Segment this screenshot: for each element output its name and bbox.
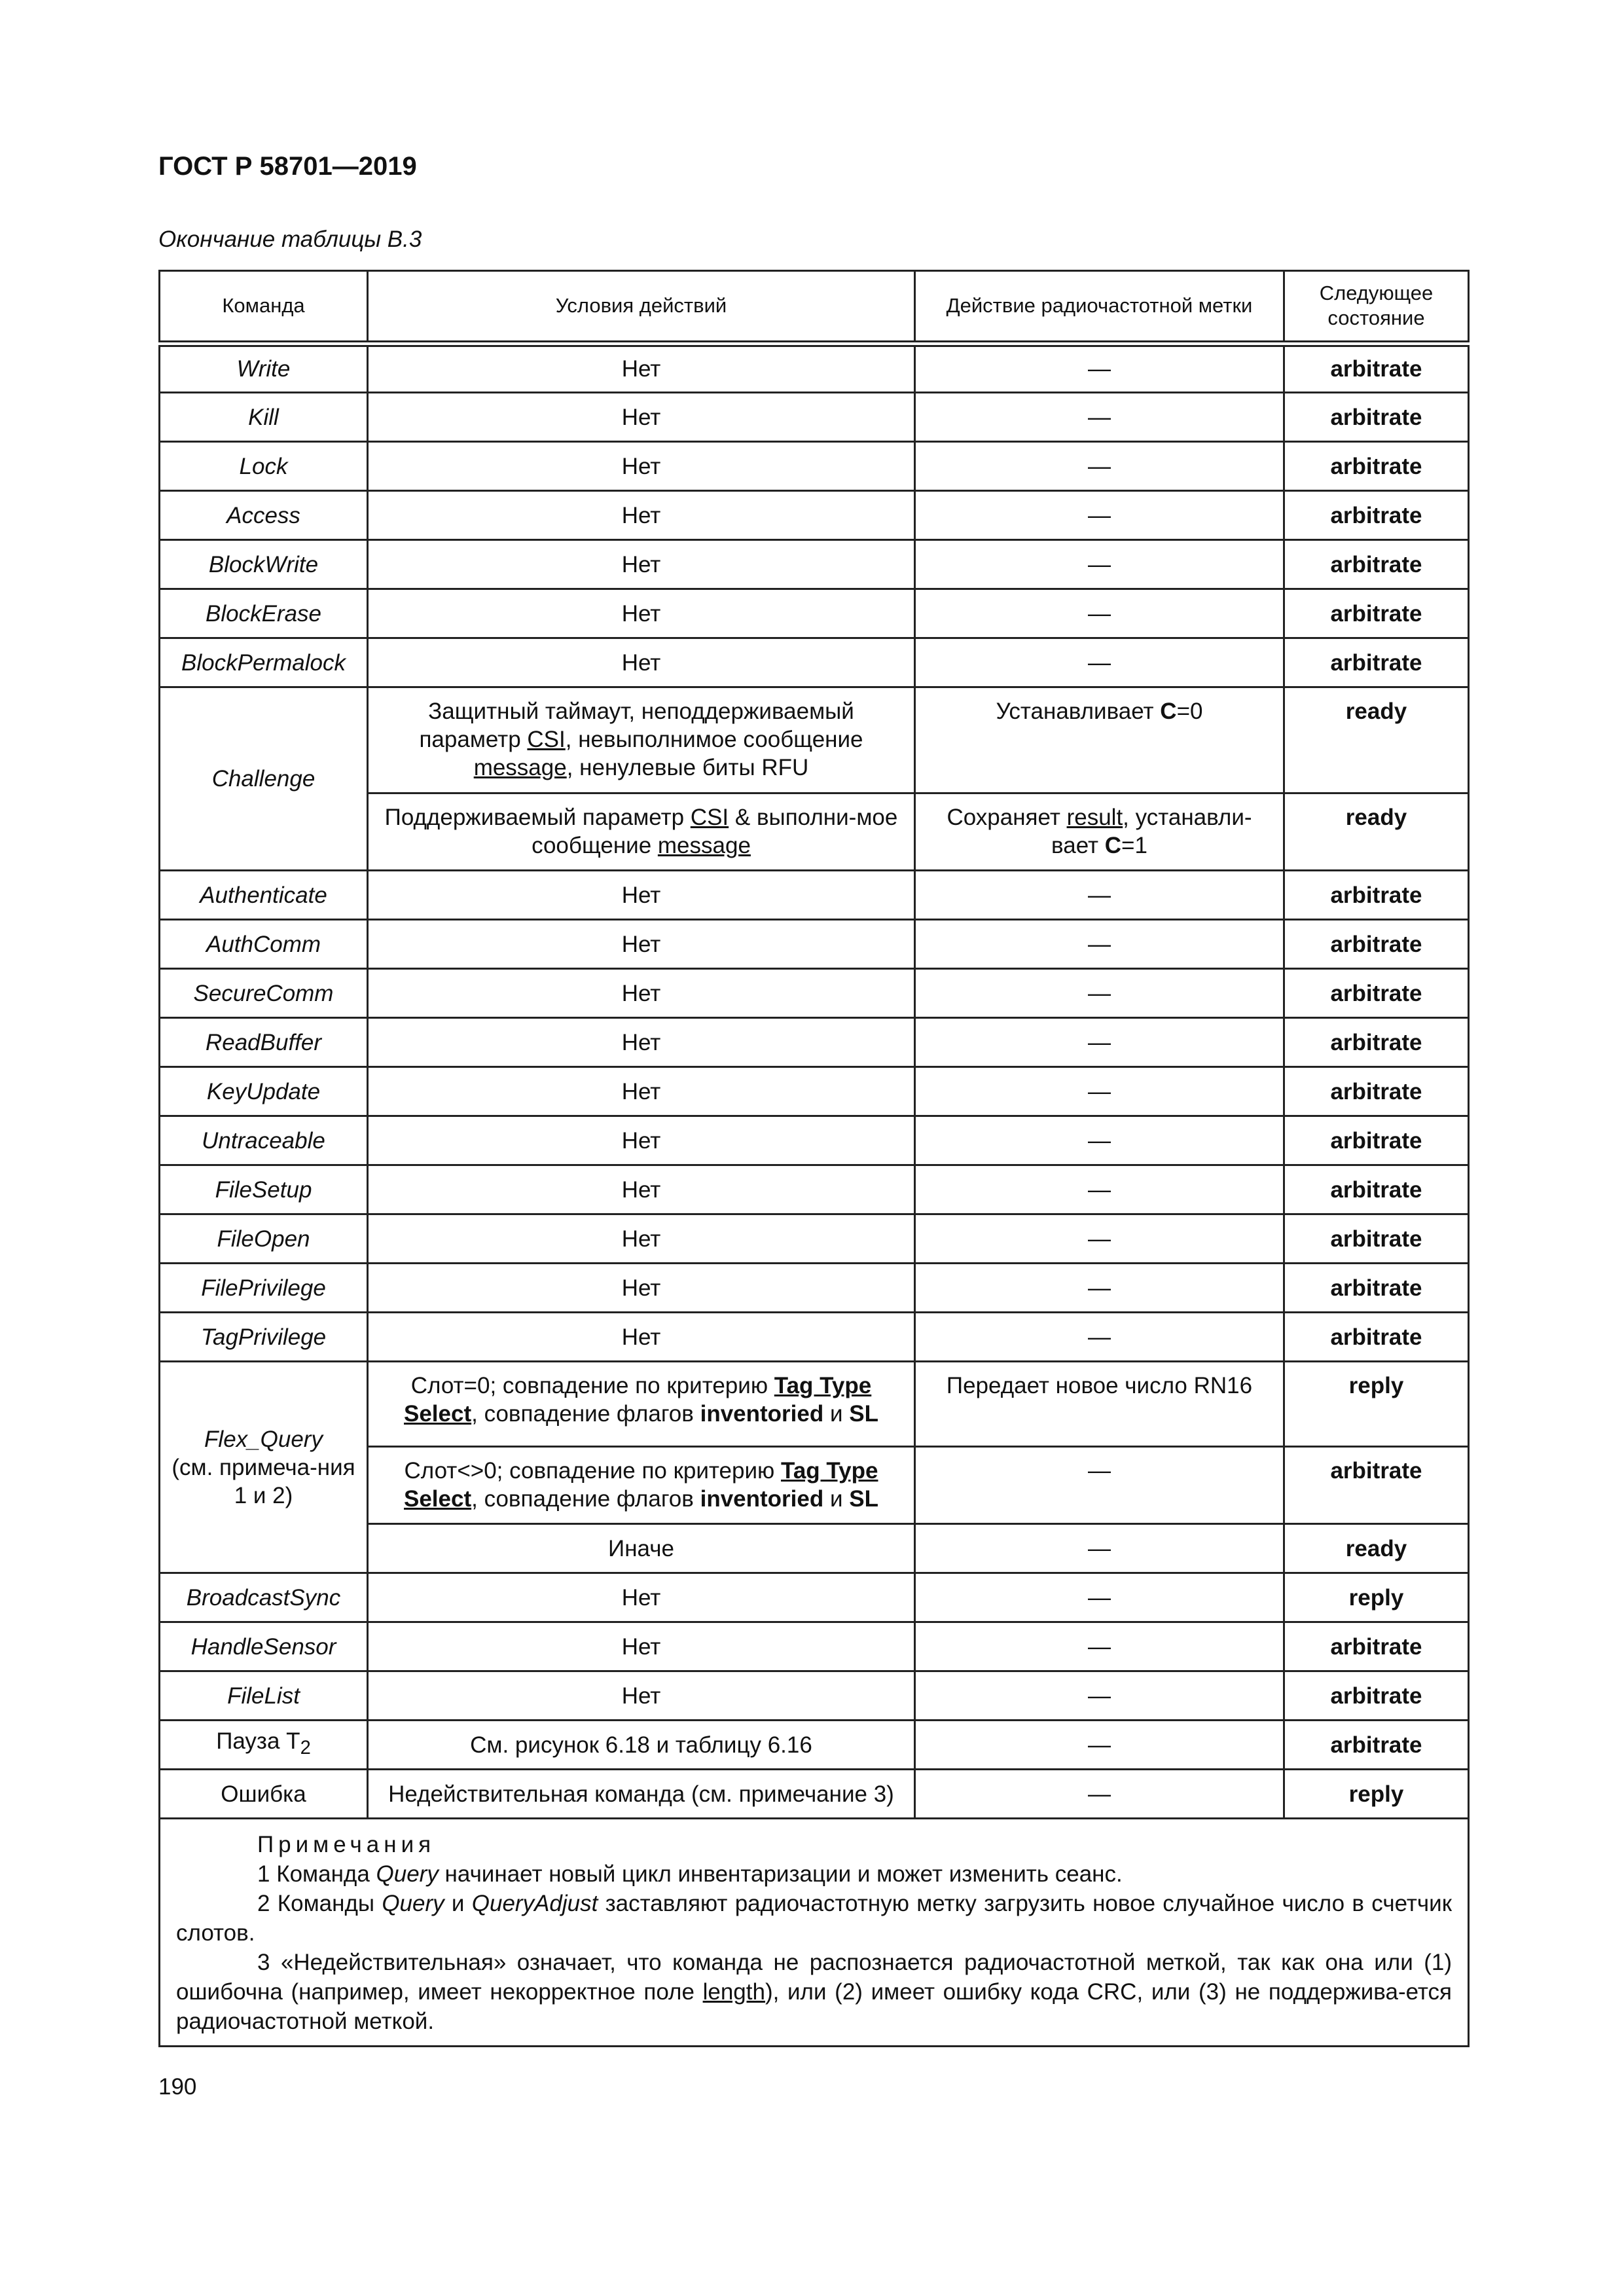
- state-transition-table: [158, 270, 1470, 2047]
- command-cell: SecureComm: [160, 969, 368, 1018]
- note-term: QueryAdjust: [471, 1891, 598, 1916]
- action-text: , устанавли-вает: [1051, 805, 1252, 858]
- note-text: заставляют радиочастотную метку загрузить новое случайное число в счетчик слотов.: [176, 1891, 1453, 1946]
- condition-cell: Нет: [368, 1264, 915, 1313]
- action-cell: Передает новое число RN16: [915, 1362, 1284, 1447]
- action-cell: —: [915, 1671, 1284, 1721]
- notes-cell: [160, 1819, 1469, 2047]
- action-text: Сохраняет: [947, 805, 1067, 830]
- note-text: начинает новый цикл инвентаризации и может изменить сеанс.: [438, 1861, 1123, 1887]
- command-cell: Lock: [160, 442, 368, 491]
- next-state-cell: arbitrate: [1284, 344, 1469, 393]
- command-cell: Write: [160, 344, 368, 393]
- command-cell: Untraceable: [160, 1116, 368, 1165]
- condition-cell: Нет: [368, 1671, 915, 1721]
- param-tag-type-select: Tag Type Select: [404, 1373, 872, 1427]
- page-number: 190: [158, 2074, 197, 2100]
- action-cell: [915, 793, 1284, 871]
- condition-cell: Нет: [368, 393, 915, 442]
- table-row: [160, 442, 1469, 491]
- command-cell: Challenge: [160, 687, 368, 871]
- command-cell: FileOpen: [160, 1214, 368, 1264]
- next-state-cell: arbitrate: [1284, 1165, 1469, 1214]
- param-csi: CSI: [527, 727, 566, 752]
- next-state-cell: arbitrate: [1284, 491, 1469, 540]
- note-2: [176, 1889, 1452, 1948]
- command-cell: Access: [160, 491, 368, 540]
- action-cell: —: [915, 540, 1284, 589]
- table-row: [160, 920, 1469, 969]
- command-cell: TagPrivilege: [160, 1313, 368, 1362]
- table-row-flex-query-1: [160, 1362, 1469, 1447]
- param-message: message: [657, 833, 751, 858]
- command-cell: HandleSensor: [160, 1622, 368, 1671]
- command-subscript: 2: [300, 1738, 311, 1758]
- command-cell: BlockPermalock: [160, 638, 368, 687]
- command-cell: Authenticate: [160, 871, 368, 920]
- condition-text: , ненулевые биты RFU: [566, 755, 809, 780]
- table-row: [160, 589, 1469, 638]
- next-state-cell: arbitrate: [1284, 540, 1469, 589]
- next-state-cell: arbitrate: [1284, 638, 1469, 687]
- next-state-cell: arbitrate: [1284, 1671, 1469, 1721]
- table-row-pause: [160, 1721, 1469, 1770]
- note-term: Query: [376, 1861, 439, 1887]
- command-cell: FileSetup: [160, 1165, 368, 1214]
- command-cell: Kill: [160, 393, 368, 442]
- command-cell: Ошибка: [160, 1770, 368, 1819]
- command-cell: FileList: [160, 1671, 368, 1721]
- command-note: (см. примеча-ния 1 и 2): [171, 1454, 355, 1508]
- action-cell: —: [915, 1018, 1284, 1067]
- command-cell: BroadcastSync: [160, 1573, 368, 1622]
- condition-cell: Нет: [368, 1573, 915, 1622]
- next-state-cell: arbitrate: [1284, 1018, 1469, 1067]
- flag-sl: SL: [849, 1401, 878, 1427]
- action-cell: —: [915, 1116, 1284, 1165]
- command-cell: [160, 1721, 368, 1770]
- table-row-error: [160, 1770, 1469, 1819]
- condition-cell: См. рисунок 6.18 и таблицу 6.16: [368, 1721, 915, 1770]
- condition-text: , совпадение флагов: [471, 1486, 700, 1512]
- condition-cell: [368, 1362, 915, 1447]
- table-row: [160, 1116, 1469, 1165]
- note-term: Query: [382, 1891, 444, 1916]
- condition-cell: Нет: [368, 969, 915, 1018]
- condition-text: Слот<>0; совпадение по критерию: [404, 1458, 782, 1484]
- condition-cell: Нет: [368, 920, 915, 969]
- action-cell: —: [915, 1165, 1284, 1214]
- table-notes-row: [160, 1819, 1469, 2047]
- table-row: [160, 871, 1469, 920]
- condition-cell: Иначе: [368, 1524, 915, 1573]
- action-cell: —: [915, 1573, 1284, 1622]
- action-cell: —: [915, 442, 1284, 491]
- condition-cell: Нет: [368, 1313, 915, 1362]
- condition-cell: Нет: [368, 638, 915, 687]
- param-tag-type-select: Tag Type Select: [404, 1458, 878, 1512]
- action-cell: —: [915, 589, 1284, 638]
- next-state-cell: arbitrate: [1284, 871, 1469, 920]
- table-row: [160, 393, 1469, 442]
- condition-text: , невыполнимое сообщение: [565, 727, 863, 752]
- command-cell: FilePrivilege: [160, 1264, 368, 1313]
- table-caption: Окончание таблицы В.3: [158, 227, 422, 252]
- flag-c: C: [1160, 699, 1177, 724]
- condition-cell: Нет: [368, 1165, 915, 1214]
- condition-text: & выполни-мое сообщение: [532, 805, 898, 858]
- table-row: [160, 1313, 1469, 1362]
- flag-inventoried: inventoried: [700, 1486, 824, 1512]
- next-state-cell: reply: [1284, 1362, 1469, 1447]
- condition-cell: Нет: [368, 1067, 915, 1116]
- condition-cell: Нет: [368, 1214, 915, 1264]
- note-text: 3 «Недействительная» означает, что команда не распознается радиочастотной меткой, так как она или (1) ошибочна (например, имеет некорректное поле: [176, 1950, 1452, 2005]
- condition-text: , совпадение флагов: [471, 1401, 700, 1427]
- note-text: и: [444, 1891, 472, 1916]
- action-cell: —: [915, 1622, 1284, 1671]
- action-cell: —: [915, 1214, 1284, 1264]
- column-header-tag-action: Действие радиочастотной метки: [915, 271, 1284, 344]
- next-state-cell: reply: [1284, 1573, 1469, 1622]
- action-cell: —: [915, 871, 1284, 920]
- column-header-next-state: Следующее состояние: [1284, 271, 1469, 344]
- table-row: [160, 1622, 1469, 1671]
- command-name: Flex_Query: [204, 1426, 323, 1452]
- note-3: [176, 1948, 1452, 2036]
- command-name: Пауза T: [216, 1728, 300, 1754]
- next-state-cell: arbitrate: [1284, 969, 1469, 1018]
- action-cell: —: [915, 1721, 1284, 1770]
- condition-cell: [368, 793, 915, 871]
- next-state-cell: arbitrate: [1284, 1214, 1469, 1264]
- condition-cell: [368, 1447, 915, 1524]
- action-cell: —: [915, 1264, 1284, 1313]
- condition-cell: Нет: [368, 540, 915, 589]
- condition-text: Слот=0; совпадение по критерию: [410, 1373, 774, 1398]
- action-text: =0: [1176, 699, 1203, 724]
- condition-cell: Нет: [368, 442, 915, 491]
- note-1: [176, 1859, 1452, 1889]
- condition-cell: Нет: [368, 491, 915, 540]
- action-cell: —: [915, 1447, 1284, 1524]
- flag-c: C: [1104, 833, 1122, 858]
- table-row: [160, 1067, 1469, 1116]
- note-text: ), или (2) имеет ошибку кода CRC, или (3) не поддержива-ется радиочастотной меткой.: [176, 1979, 1452, 2034]
- condition-cell: Нет: [368, 1622, 915, 1671]
- next-state-cell: arbitrate: [1284, 589, 1469, 638]
- action-cell: —: [915, 920, 1284, 969]
- condition-text: и: [823, 1401, 850, 1427]
- table-row: [160, 1018, 1469, 1067]
- action-cell: —: [915, 1067, 1284, 1116]
- condition-cell: Нет: [368, 344, 915, 393]
- next-state-cell: arbitrate: [1284, 1116, 1469, 1165]
- action-text: Устанавливает: [996, 699, 1161, 724]
- document-header: ГОСТ Р 58701—2019: [158, 152, 417, 181]
- condition-cell: Нет: [368, 1116, 915, 1165]
- condition-text: Поддерживаемый параметр: [384, 805, 691, 830]
- command-cell: BlockWrite: [160, 540, 368, 589]
- action-cell: —: [915, 1770, 1284, 1819]
- action-cell: [915, 687, 1284, 793]
- next-state-cell: arbitrate: [1284, 1313, 1469, 1362]
- table-row: [160, 1573, 1469, 1622]
- next-state-cell: reply: [1284, 1770, 1469, 1819]
- param-csi: CSI: [690, 805, 729, 830]
- command-cell: BlockErase: [160, 589, 368, 638]
- table-row: [160, 1165, 1469, 1214]
- condition-text: Защитный таймаут, неподдерживаемый параметр: [419, 699, 854, 752]
- command-cell: [160, 1362, 368, 1573]
- command-cell: KeyUpdate: [160, 1067, 368, 1116]
- table-row: [160, 540, 1469, 589]
- next-state-cell: arbitrate: [1284, 442, 1469, 491]
- note-text: 2 Команды: [257, 1891, 382, 1916]
- action-cell: —: [915, 1313, 1284, 1362]
- next-state-cell: arbitrate: [1284, 1067, 1469, 1116]
- next-state-cell: arbitrate: [1284, 1721, 1469, 1770]
- table-row-challenge-1: [160, 687, 1469, 793]
- column-header-conditions: Условия действий: [368, 271, 915, 344]
- next-state-cell: ready: [1284, 687, 1469, 793]
- table-header-row: [160, 271, 1469, 344]
- table-row: [160, 1671, 1469, 1721]
- action-text: =1: [1121, 833, 1147, 858]
- condition-cell: Недействительная команда (см. примечание 3): [368, 1770, 915, 1819]
- next-state-cell: arbitrate: [1284, 1622, 1469, 1671]
- table-row: [160, 969, 1469, 1018]
- action-cell: —: [915, 393, 1284, 442]
- action-cell: —: [915, 638, 1284, 687]
- next-state-cell: arbitrate: [1284, 1447, 1469, 1524]
- note-text: 1 Команда: [257, 1861, 376, 1887]
- table-row: [160, 638, 1469, 687]
- column-header-command: Команда: [160, 271, 368, 344]
- action-cell: —: [915, 491, 1284, 540]
- next-state-cell: ready: [1284, 1524, 1469, 1573]
- action-cell: —: [915, 1524, 1284, 1573]
- next-state-cell: ready: [1284, 793, 1469, 871]
- condition-text: и: [823, 1486, 850, 1512]
- command-cell: AuthComm: [160, 920, 368, 969]
- action-cell: —: [915, 969, 1284, 1018]
- action-cell: —: [915, 344, 1284, 393]
- condition-cell: Нет: [368, 589, 915, 638]
- next-state-cell: arbitrate: [1284, 1264, 1469, 1313]
- flag-inventoried: inventoried: [700, 1401, 824, 1427]
- table-row: [160, 1264, 1469, 1313]
- table-row: [160, 1214, 1469, 1264]
- condition-cell: Нет: [368, 871, 915, 920]
- condition-cell: [368, 687, 915, 793]
- next-state-cell: arbitrate: [1284, 393, 1469, 442]
- flag-sl: SL: [849, 1486, 878, 1512]
- note-term: length: [702, 1979, 765, 2005]
- notes-title: Примечания: [257, 1832, 436, 1857]
- param-result: result: [1066, 805, 1123, 830]
- table-row: [160, 491, 1469, 540]
- condition-cell: Нет: [368, 1018, 915, 1067]
- param-message: message: [473, 755, 567, 780]
- command-cell: ReadBuffer: [160, 1018, 368, 1067]
- next-state-cell: arbitrate: [1284, 920, 1469, 969]
- table-row: [160, 344, 1469, 393]
